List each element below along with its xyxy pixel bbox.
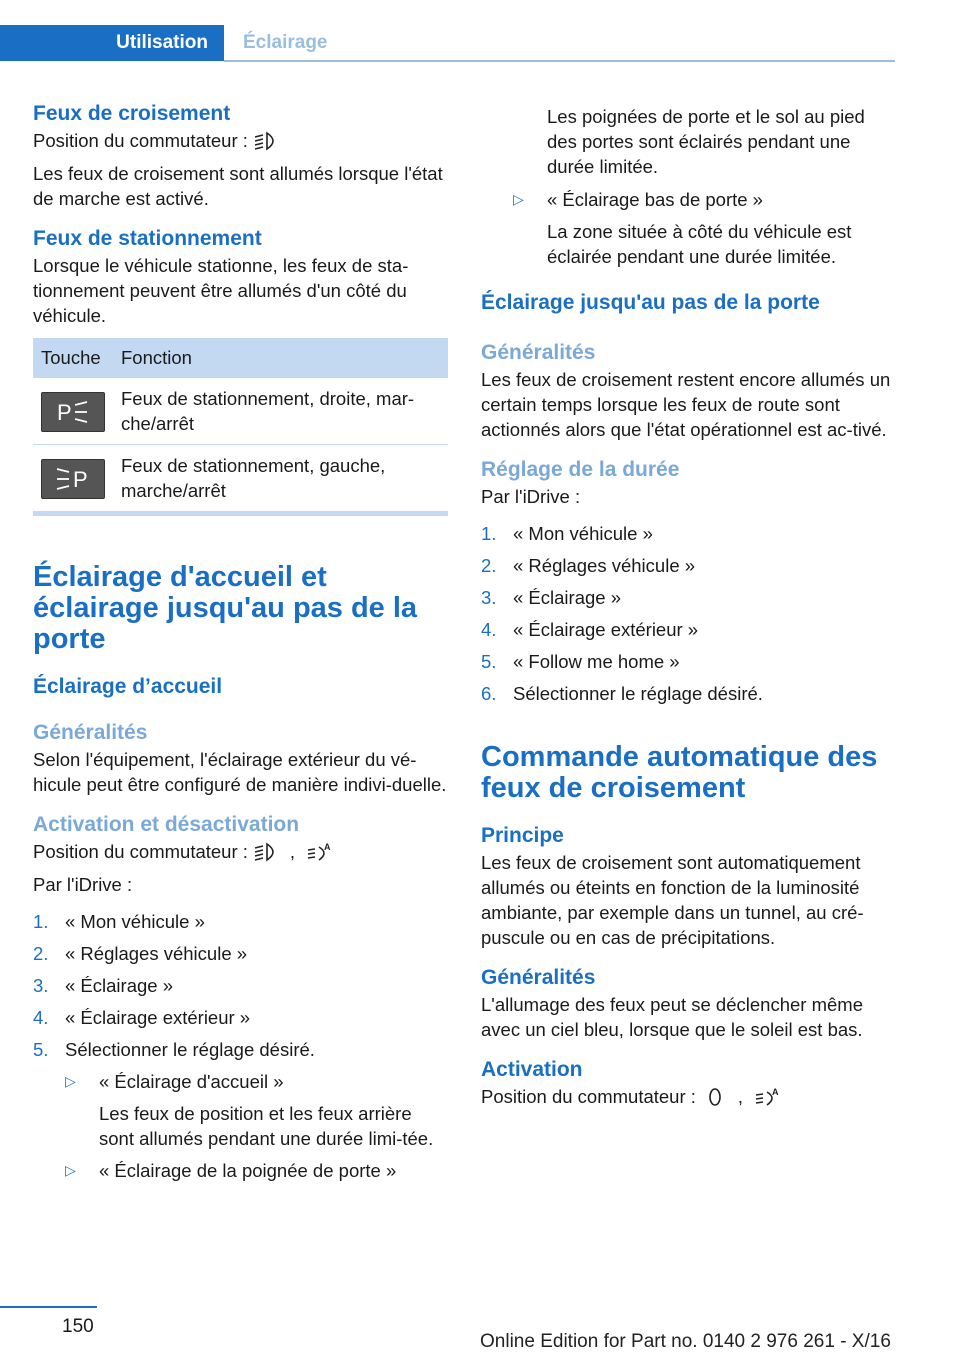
- table-row: [33, 444, 448, 511]
- breadcrumb: Éclairage: [243, 32, 328, 53]
- option-list: [65, 1069, 448, 1183]
- paragraph: Les poignées de porte et le sol au pied des portes sont éclairés pendant une durée limitée.: [547, 106, 865, 177]
- auto-headlight-icon: [307, 842, 333, 862]
- svg-text:P: P: [57, 400, 72, 425]
- table-cell-function: Feux de stationnement, droite, mar‐che/arrêt: [121, 388, 415, 434]
- option-list: [513, 187, 899, 269]
- bullet-marker-icon: ▷: [65, 1073, 76, 1089]
- chapter-title: Éclairage d'accueil et éclairage jusqu'au pas de la porte: [33, 561, 418, 655]
- section-title: Éclairage d’accueil: [33, 675, 223, 698]
- separator: ,: [737, 1086, 744, 1107]
- edition-text: Online Edition for Part no. 0140 2 976 261 - X/16: [480, 1331, 891, 1352]
- right-column: [481, 104, 899, 1109]
- paragraph: Selon l'équipement, l'éclairage extérieur du vé‐hicule peut être configuré de manière indivi‐duelle.: [33, 749, 447, 795]
- footer-rule: [0, 1306, 97, 1308]
- steps-list: [33, 909, 448, 1062]
- list-item: ▷ « Éclairage d'accueil » Les feux de position et les feux arrière sont allumés pendant une durée limi‐tée.: [65, 1071, 434, 1149]
- header-rule: [224, 60, 895, 62]
- column-header-key: Touche: [41, 347, 101, 368]
- section-title: Feux de croisement: [33, 102, 231, 125]
- subsection-title: Généralités: [33, 721, 148, 744]
- section-tab: Utilisation: [0, 25, 224, 61]
- list-item: 6. Sélectionner le réglage désiré.: [481, 683, 763, 704]
- svg-text:P: P: [73, 467, 88, 492]
- list-item: 3. « Éclairage »: [33, 975, 173, 996]
- switch-label: Position du commutateur :: [33, 841, 248, 862]
- auto-headlight-icon: [755, 1087, 781, 1107]
- svg-text:A: A: [324, 841, 331, 852]
- chapter-title: Commande automatique des feux de croisement: [481, 741, 878, 804]
- page-number: 150: [62, 1316, 94, 1337]
- list-item: 2. « Réglages véhicule »: [481, 555, 696, 576]
- bullet-marker-icon: ▷: [513, 191, 524, 207]
- left-column: [33, 100, 448, 1190]
- list-item: 1. « Mon véhicule »: [33, 911, 205, 932]
- parking-light-left-button: [41, 459, 105, 499]
- paragraph: Les feux de croisement sont automatiquement allumés ou éteints en fonction de la luminosité ambiante, par exemple dans un tunnel, au cré‐puscule ou en cas de précipitations.: [481, 852, 864, 948]
- separator: ,: [289, 841, 296, 862]
- table-cell-function: Feux de stationnement, gauche, marche/arrêt: [121, 455, 386, 501]
- key-function-table: [33, 338, 448, 516]
- low-beam-icon: [254, 131, 280, 151]
- switch-label: Position du commutateur :: [481, 1086, 696, 1107]
- paragraph: Par l'iDrive :: [33, 874, 133, 895]
- section-title: Généralités: [481, 966, 596, 989]
- section-title: Principe: [481, 824, 564, 847]
- low-beam-icon: [254, 842, 280, 862]
- list-item: 1. « Mon véhicule »: [481, 523, 653, 544]
- switch-position-line: [33, 839, 448, 864]
- paragraph: Lorsque le véhicule stationne, les feux de sta‐tionnement peuvent être allumés d'un côté du véhicule.: [33, 255, 409, 326]
- subsection-title: Activation et désactivation: [33, 813, 300, 836]
- page-header: [0, 25, 895, 61]
- switch-off-icon: [702, 1087, 728, 1107]
- parking-light-right-icon: [53, 399, 93, 425]
- list-item: 5. « Follow me home »: [481, 651, 680, 672]
- paragraph: Par l'iDrive :: [481, 486, 581, 507]
- list-item: 3. « Éclairage »: [481, 587, 621, 608]
- section-title: Feux de stationnement: [33, 227, 262, 250]
- switch-position-line: [481, 1084, 899, 1109]
- paragraph: Les feux de croisement sont allumés lorsque l'état de marche est activé.: [33, 163, 443, 209]
- subsection-title: Généralités: [481, 341, 596, 364]
- steps-list: [481, 521, 899, 706]
- list-item: 2. « Réglages véhicule »: [33, 943, 248, 964]
- parking-light-left-icon: [53, 466, 93, 492]
- list-item: ▷ « Éclairage bas de porte » La zone située à côté du véhicule est éclairée pendant une durée limitée.: [513, 189, 852, 267]
- list-item: 4. « Éclairage extérieur »: [481, 619, 699, 640]
- subsection-title: Réglage de la durée: [481, 458, 680, 481]
- paragraph: L'allumage des feux peut se déclencher même avec un ciel bleu, lorsque que le soleil est bas.: [481, 994, 863, 1040]
- switch-label: Position du commutateur :: [33, 130, 248, 151]
- parking-light-right-button: [41, 392, 105, 432]
- list-item: ▷ « Éclairage de la poignée de porte »: [65, 1160, 397, 1181]
- list-item: 4. « Éclairage extérieur »: [33, 1007, 251, 1028]
- table-row: [33, 378, 448, 444]
- section-title: Éclairage jusqu'au pas de la porte: [481, 291, 820, 314]
- svg-text:A: A: [772, 1086, 779, 1097]
- column-header-function: Fonction: [121, 347, 192, 368]
- bullet-marker-icon: ▷: [65, 1162, 76, 1178]
- table-header: [33, 338, 448, 378]
- paragraph: Les feux de croisement restent encore allumés un certain temps lorsque les feux de route sont actionnés alors que l'état opérationnel est ac‐tivé.: [481, 369, 891, 440]
- section-title: Activation: [481, 1058, 583, 1081]
- switch-position-line: [33, 128, 448, 153]
- list-item: 5. Sélectionner le réglage désiré.: [33, 1039, 315, 1060]
